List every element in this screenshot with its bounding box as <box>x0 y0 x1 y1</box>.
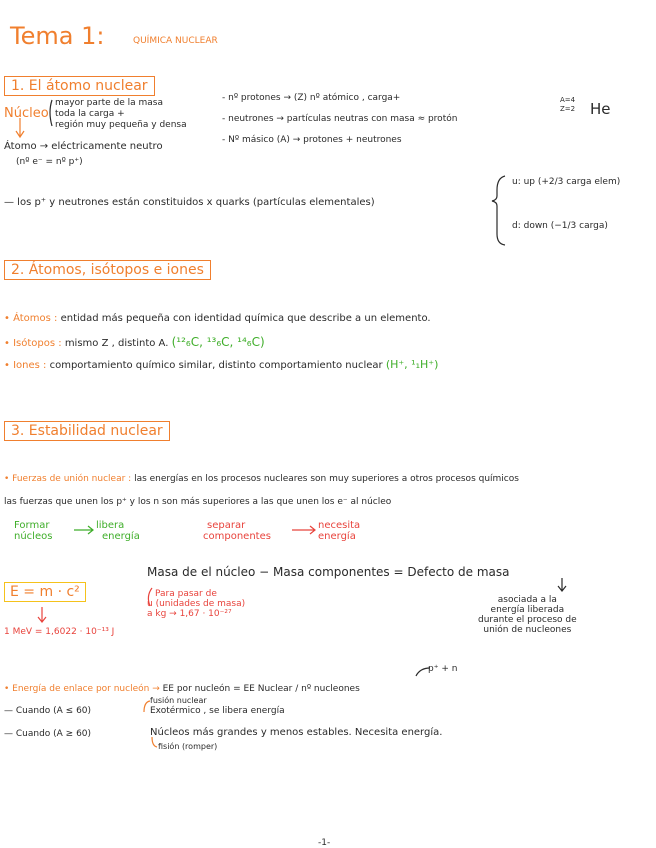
section-1-heading: 1. El átomo nuclear <box>4 76 155 96</box>
section-2-heading: 2. Átomos, isótopos e iones <box>4 260 211 280</box>
fuerzas-label: • Fuerzas de unión nuclear : <box>4 474 132 484</box>
atomos-label: • Átomos : <box>4 313 58 324</box>
pn-note: p⁺ + n <box>428 664 458 674</box>
defecto-masa-equation: Masa de el núcleo − Masa componentes = Defecto de masa <box>147 565 510 579</box>
necesita-arrow-icon <box>292 526 315 534</box>
page-title: Tema 1: <box>10 22 105 50</box>
necesita-energia: necesita energía <box>318 520 361 542</box>
page-subtitle: QUÍMICA NUCLEAR <box>133 36 218 46</box>
isotopos-line <box>4 335 265 349</box>
emc2-down-arrow-icon <box>38 607 46 622</box>
quarks-brace <box>492 176 505 245</box>
nucleus-properties: - nº protones → (Z) nº atómico , carga+ - neutrones → partículas neutras con masa ≈ protón - Nº másico (A) → protones + neutrones <box>222 93 458 145</box>
fuerzas-line-2: las fuerzas que unen los p⁺ y los n son más superiores a las que unen los e⁻ al núcleo <box>4 497 392 507</box>
isotopos-definition: mismo Z , distinto A. <box>64 338 169 349</box>
iones-definition: comportamiento químico similar, distinto comportamiento nuclear <box>49 360 383 371</box>
helium-symbol: He <box>590 100 611 118</box>
defecto-masa-note: asociada a la energía liberada durante el proceso de unión de nucleones <box>478 595 577 635</box>
nucleo-brace <box>50 100 52 126</box>
quark-up: u: up (+2/3 carga elem) <box>512 177 621 187</box>
isotopos-example: (¹²₆C, ¹³₆C, ¹⁴₆C) <box>171 335 265 349</box>
conversion-note: Para pasar de u (unidades de masa) a kg → 1,67 · 10⁻²⁷ <box>147 589 246 619</box>
isotopos-label: • Isótopos : <box>4 338 62 349</box>
iones-example: (H⁺, ¹₁H⁺) <box>385 358 439 371</box>
formar-nucleos: Formar núcleos <box>14 520 53 542</box>
section-3-heading: 3. Estabilidad nuclear <box>4 421 170 441</box>
atomos-line <box>4 313 431 324</box>
atomo-neutral-formula: (nº e⁻ = nº p⁺) <box>16 157 83 167</box>
cuando-1: — Cuando (A ≤ 60) <box>4 706 92 716</box>
fuerzas-line <box>4 474 519 484</box>
enlace-label: • Energía de enlace por nucleón → <box>4 684 160 694</box>
cuando-1-result: Exotérmico , se libera energía <box>150 706 285 716</box>
page-number: -1- <box>318 838 331 848</box>
atomos-definition: entidad más pequeña con identidad química que describe a un elemento. <box>60 313 431 324</box>
fision-note: fisión (romper) <box>158 742 218 751</box>
fision-hook-icon <box>152 737 157 747</box>
enlace-formula: EE por nucleón = EE Nuclear / nº nucleones <box>162 684 360 694</box>
atomo-neutral-text: Átomo → eléctricamente neutro <box>4 141 163 152</box>
emc2-formula: E = m · c² <box>4 582 86 602</box>
iones-label: • Iones : <box>4 360 47 371</box>
quark-down: d: down (−1/3 carga) <box>512 221 608 231</box>
libera-arrow-icon <box>74 526 93 534</box>
defecto-down-arrow-icon <box>558 578 566 591</box>
fuerzas-definition: las energías en los procesos nucleares son muy superiores a otros procesos químicos <box>134 474 519 484</box>
nucleo-description: mayor parte de la masa toda la carga + región muy pequeña y densa <box>55 98 187 130</box>
cuando-2: — Cuando (A ≥ 60) <box>4 729 92 739</box>
iones-line <box>4 358 438 371</box>
mev-conversion: 1 MeV = 1,6022 · 10⁻¹³ J <box>4 627 115 637</box>
cuando-2-result: Núcleos más grandes y menos estables. Necesita energía. <box>150 727 443 738</box>
quarks-text: — los p⁺ y neutrones están constituidos x quarks (partículas elementales) <box>4 197 375 208</box>
separar-componentes: separar componentes <box>203 520 271 542</box>
helium-indices: A=4 Z=2 <box>560 96 576 113</box>
enlace-line <box>4 684 360 694</box>
fusion-note: fusión nuclear <box>150 696 207 705</box>
nucleo-label: Núcleo <box>4 106 49 121</box>
libera-energia: libera energía <box>96 520 140 542</box>
